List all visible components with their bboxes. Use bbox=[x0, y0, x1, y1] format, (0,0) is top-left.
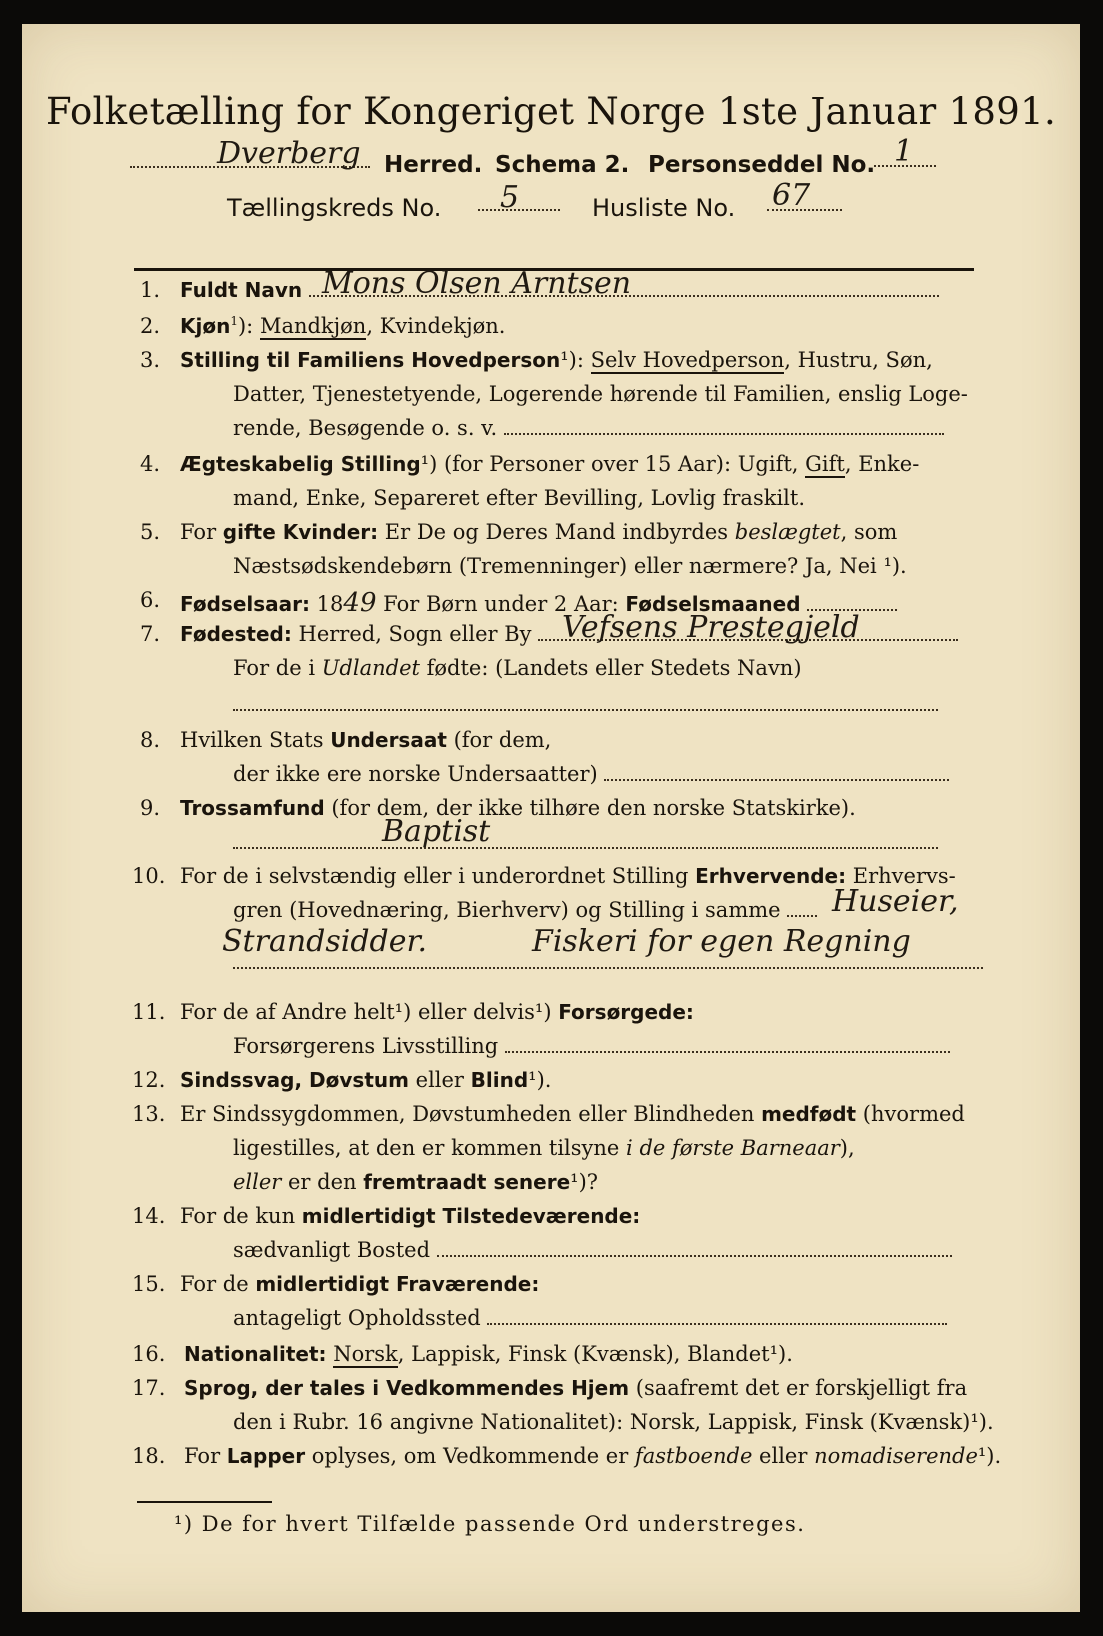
q12-row: Sindssvag, Døvstum eller Blind¹). bbox=[180, 1068, 552, 1092]
q6-row: Fødselsaar: 1849 For Børn under 2 Aar: Fødselsmaaned bbox=[180, 588, 897, 618]
q10-row: For de i selvstændig eller i underordnet Stilling Erhvervende: Erhvervs- bbox=[180, 864, 956, 888]
herred-label: Herred. bbox=[384, 152, 483, 178]
q5-row: For gifte Kvinder: Er De og Deres Mand indbyrdes beslægtet, som bbox=[180, 520, 898, 544]
q3-row: Stilling til Familiens Hovedperson¹): Selv Hovedperson, Hustru, Søn, bbox=[180, 348, 933, 372]
q17-row: Sprog, der tales i Vedkommendes Hjem (saafremt det er forskjelligt fra bbox=[184, 1376, 968, 1400]
personseddel-value: 1 bbox=[894, 134, 914, 169]
footnote-divider bbox=[137, 1501, 272, 1503]
husliste-value: 67 bbox=[772, 178, 811, 213]
herred-value: Dverberg bbox=[217, 136, 361, 171]
full-name-value: Mons Olsen Arntsen bbox=[322, 266, 632, 301]
q18-row: For Lapper oplyses, om Vedkommende er fastboende eller nomadiserende¹). bbox=[184, 1444, 1002, 1468]
q8-row: Hvilken Stats Undersaat (for dem, bbox=[180, 728, 552, 752]
q7-row: Fødested: Herred, Sogn eller By bbox=[180, 622, 958, 646]
census-form: Folketælling for Kongeriget Norge 1ste Januar 1891. Dverberg Herred. Schema 2. Personseddel No. 1 Tællingskreds No. 5 Husliste No. 67 1. Fuldt Navn Mons Olsen Arntsen 2. Kjøn$^1$): Mandkjøn, Kvindekjøn. 3. Stilling til Familiens Hovedperson¹): Selv Hovedperson, Hustru, Søn, Datter, Tjenestetyende, Logerende hørende til Familien, enslig Loge- rende, Besøgende o. s. v. 4. Ægteskabelig Stilling¹) (for Personer over 15 Aar): Ugift, Gift, Enke- mand, Enke, Separeret efter Bevilling, Lovlig fraskilt. 5. For gifte Kvinder: Er De og Deres Mand indbyrdes beslægtet, som Næstsødskendebørn (Tremenninger) eller nærmere? Ja, Nei ¹). 6. Fødselsaar: 1849 For Børn under 2 Aar: Fødselsmaaned 7. Fødested: Herred, Sogn eller By Vefsens Prestegjeld For de i Udlandet fødte: (Landets eller Stedets Navn) 8. Hvilken Stats Undersaat (for dem, der ikke ere norske Undersaatter) 9. Trossamfund (for dem, der ikke tilhøre den norske Statskirke). Baptist 10. For de i selvstændig eller i underordnet Stilling Erhvervende: Erhvervs- gren (Hovednæring, Bierhverv) og Stilling i samme Huseier, Strandsidder. Fiskeri for egen Regning 11. For de af Andre helt¹) eller delvis¹) Forsørgede: Forsørgerens Livsstilling 12. Sindssvag, Døvstum eller Blind¹). 13. Er Sindssygdommen, Døvstumheden eller Blindheden medfødt (hvormed ligestilles, at den er kommen tilsyne i de første Barneaar), eller er den fremtraadt senere¹)? 14. For de kun midlertidigt Tilstedeværende: sædvanligt Bosted 15. For de midlertidigt Fraværende: antageligt Opholdssted 16. Nationalitet: Norsk, Lappisk, Finsk (Kvænsk), Blandet¹). 17. Sprog, der tales i Vedkommendes Hjem (saafremt det er forskjelligt fra den i Rubr. 16 angivne Nationalitet): Norsk, Lappisk, Finsk (Kvænsk)¹). 18. For Lapper oplyses, om Vedkommende er fastboende eller nomadiserende¹). ¹) De for hvert Tilfælde passende Ord understreges. bbox=[22, 24, 1080, 1612]
q15-row: For de midlertidigt Fraværende: bbox=[180, 1272, 540, 1296]
birth-year-value: 49 bbox=[343, 588, 377, 618]
q16-row: Nationalitet: Norsk, Lappisk, Finsk (Kvænsk), Blandet¹). bbox=[184, 1342, 793, 1366]
q2-row: Kjøn$^1$): Mandkjøn, Kvindekjøn. bbox=[180, 314, 506, 338]
q11-row: For de af Andre helt¹) eller delvis¹) Forsørgede: bbox=[180, 1000, 694, 1024]
occupation-value-1: Huseier, bbox=[832, 884, 959, 919]
q13-row: Er Sindssygdommen, Døvstumheden eller Blindheden medfødt (hvormed bbox=[180, 1102, 965, 1126]
occupation-value-2: Strandsidder. bbox=[222, 924, 428, 959]
birthplace-value: Vefsens Prestegjeld bbox=[562, 610, 860, 645]
occupation-value-3: Fiskeri for egen Regning bbox=[532, 924, 911, 959]
q4-row: Ægteskabelig Stilling¹) (for Personer over 15 Aar): Ugift, Gift, Enke- bbox=[180, 452, 920, 476]
q9-row: Trossamfund (for dem, der ikke tilhøre den norske Statskirke). bbox=[180, 796, 856, 820]
q14-row: For de kun midlertidigt Tilstedeværende: bbox=[180, 1204, 641, 1228]
personseddel-label: Personseddel No. bbox=[648, 152, 876, 178]
kreds-value: 5 bbox=[500, 180, 520, 215]
religion-value: Baptist bbox=[382, 814, 491, 849]
kreds-label: Tællingskreds No. bbox=[227, 194, 442, 222]
footnote: ¹) De for hvert Tilfælde passende Ord understreges. bbox=[174, 1512, 806, 1536]
q1-row: Fuldt Navn bbox=[180, 278, 939, 302]
form-title: Folketælling for Kongeriget Norge 1ste Januar 1891. bbox=[46, 90, 1056, 133]
schema-label: Schema 2. bbox=[495, 152, 630, 178]
husliste-label: Husliste No. bbox=[592, 194, 736, 222]
